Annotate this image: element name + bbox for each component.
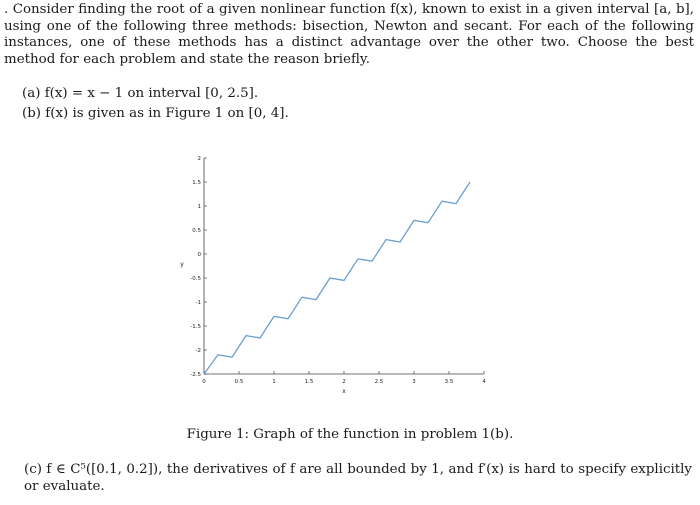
x-tick-label: 1.5 — [304, 379, 314, 385]
x-tick-label: 0 — [202, 379, 206, 385]
figure-caption: Figure 1: Graph of the function in problem 1(b). — [186, 427, 514, 442]
x-tick-label: 3 — [412, 379, 416, 385]
x-tick-label: 3.5 — [444, 379, 454, 385]
x-tick-label: 2 — [342, 379, 346, 385]
y-axis-label: y — [180, 261, 184, 268]
part-a: (a) f(x) = x − 1 on interval [0, 2.5]. — [22, 86, 259, 101]
figure-1-plot — [170, 150, 500, 400]
y-tick-label: 1.5 — [192, 180, 201, 186]
y-tick-label: 0.5 — [192, 228, 201, 234]
y-tick-label: 2 — [197, 156, 201, 162]
y-tick-label: 0 — [197, 252, 201, 258]
y-tick-label: 1 — [197, 204, 201, 210]
x-tick-label: 0.5 — [234, 379, 244, 385]
x-tick-label: 1 — [272, 379, 276, 385]
y-tick-label: -2 — [195, 348, 201, 354]
part-b: (b) f(x) is given as in Figure 1 on [0, 4]. — [22, 106, 289, 121]
part-c: (c) f ∈ C⁵([0.1, 0.2]), the derivatives of f are all bounded by 1, and f′(x) is hard to specify explicitly or evaluate. — [24, 462, 692, 494]
y-tick-label: -2.5 — [190, 372, 201, 378]
x-axis-label: x — [342, 388, 346, 395]
y-tick-label: -1 — [195, 300, 201, 306]
x-tick-label: 4 — [482, 379, 486, 385]
y-tick-label: -1.5 — [190, 324, 201, 330]
y-tick-label: -0.5 — [190, 276, 201, 282]
x-tick-label: 2.5 — [374, 379, 384, 385]
series-line — [204, 182, 470, 374]
problem-statement: . Consider finding the root of a given nonlinear function f(x), known to exist in a given interval [a, b], using one of the following three methods: bisection, Newton and secant. For each of the following instances, one of these methods has a distinct advantage over the other two. Choose the best method for each problem and state the reason briefly. — [4, 2, 694, 67]
